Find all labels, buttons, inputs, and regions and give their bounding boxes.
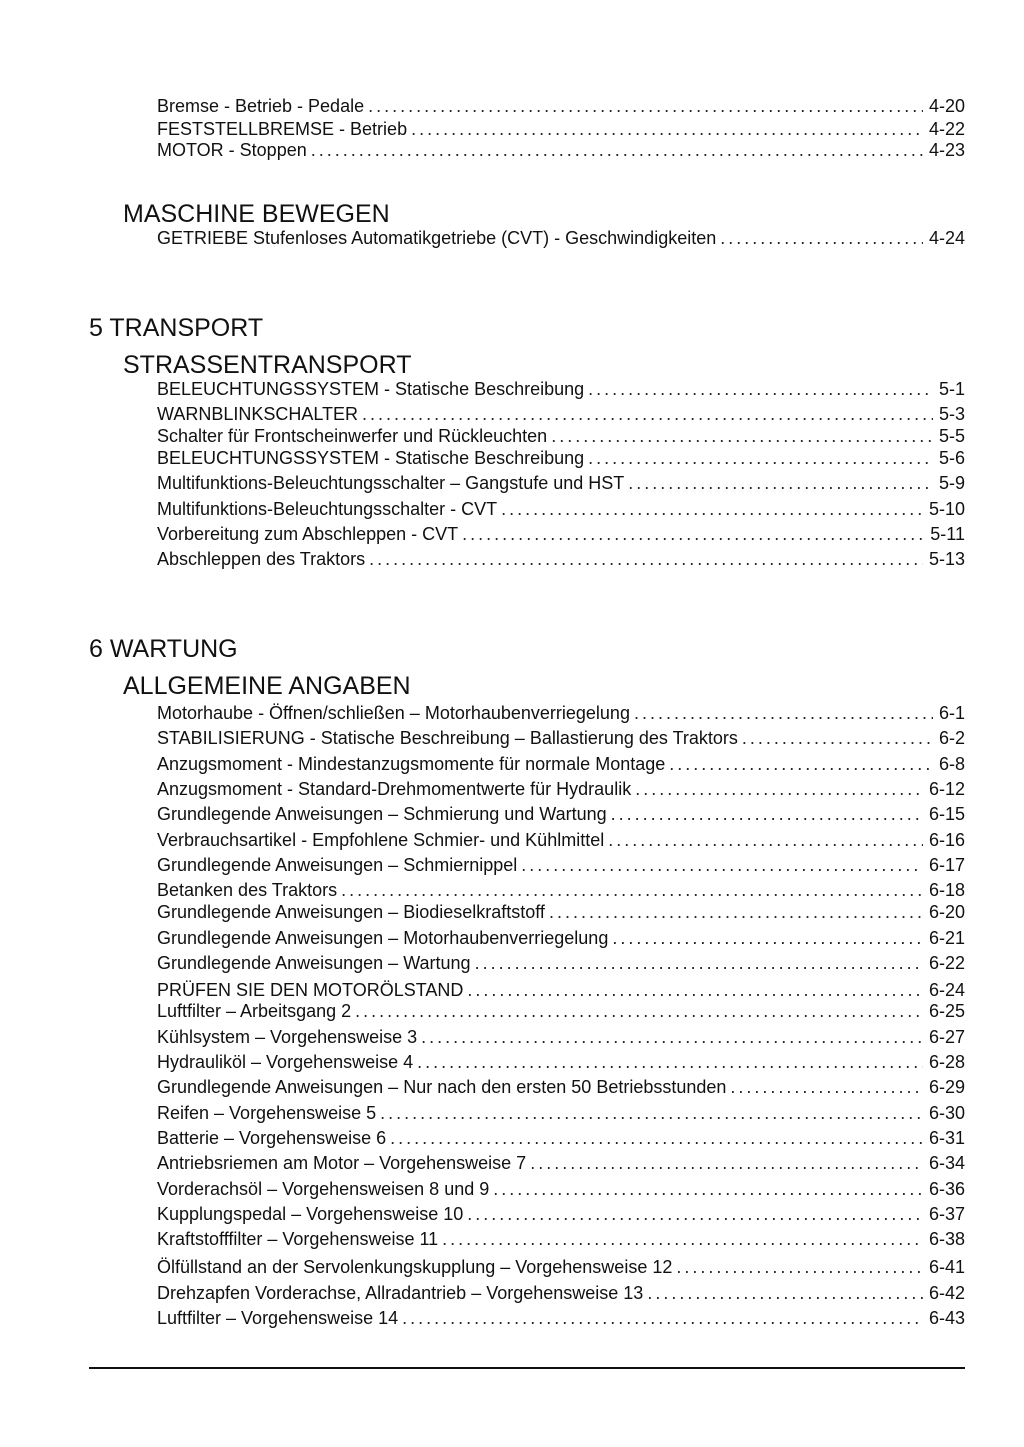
toc-entry[interactable] <box>157 952 965 974</box>
dot-leader <box>521 854 923 876</box>
toc-entry-page: 6-15 <box>928 804 965 824</box>
toc-entry[interactable] <box>157 854 965 876</box>
toc-entry-page: 6-18 <box>928 880 965 900</box>
toc-entry[interactable] <box>157 523 965 545</box>
dot-leader <box>411 118 923 140</box>
toc-entry-title: Grundlegende Anweisungen – Schmierung und Wartung <box>157 804 607 824</box>
toc-entry-title: Grundlegende Anweisungen – Motorhaubenverriegelung <box>157 928 609 948</box>
dot-leader <box>402 1307 923 1329</box>
dot-leader <box>608 829 923 851</box>
toc-entry-page: 6-25 <box>928 1001 965 1021</box>
toc-entry-page: 6-2 <box>938 728 965 748</box>
toc-entry-page: 6-27 <box>928 1027 965 1047</box>
toc-entry[interactable] <box>157 425 965 447</box>
toc-entry-title: Verbrauchsartikel - Empfohlene Schmier- und Kühlmittel <box>157 830 605 850</box>
toc-entry-page: 6-42 <box>928 1283 965 1303</box>
dot-leader <box>462 523 924 545</box>
toc-entry[interactable] <box>157 1256 965 1278</box>
chapter-heading: 6 WARTUNG <box>89 635 238 663</box>
toc-entry-page: 6-29 <box>928 1077 965 1097</box>
toc-entry-page: 6-36 <box>928 1179 965 1199</box>
toc-entry-page: 5-11 <box>930 524 965 544</box>
toc-entry-title: Vorderachsöl – Vorgehensweisen 8 und 9 <box>157 1179 490 1199</box>
toc-entry-title: Grundlegende Anweisungen – Schmiernippel <box>157 855 518 875</box>
toc-entry-title: Kühlsystem – Vorgehensweise 3 <box>157 1027 418 1047</box>
toc-entry-page: 6-38 <box>928 1229 965 1249</box>
dot-leader <box>467 1203 923 1225</box>
toc-entry[interactable] <box>157 548 965 570</box>
toc-entry[interactable] <box>157 753 965 775</box>
toc-entry-page: 4-23 <box>928 140 965 160</box>
dot-leader <box>390 1127 923 1149</box>
toc-entry-title: Drehzapfen Vorderachse, Allradantrieb – Vorgehensweise 13 <box>157 1283 644 1303</box>
toc-entry-page: 6-31 <box>928 1128 965 1148</box>
toc-entry-page: 6-22 <box>928 953 965 973</box>
toc-entry-page: 6-34 <box>928 1153 965 1173</box>
dot-leader <box>530 1152 923 1174</box>
toc-entry-title: Reifen – Vorgehensweise 5 <box>157 1103 377 1123</box>
toc-entry-page: 4-22 <box>928 119 965 139</box>
dot-leader <box>676 1256 923 1278</box>
toc-entry[interactable] <box>157 1203 965 1225</box>
section-heading: MASCHINE BEWEGEN <box>123 200 390 228</box>
dot-leader <box>467 979 923 1001</box>
toc-entry-page: 6-30 <box>928 1103 965 1123</box>
dot-leader <box>612 927 923 949</box>
toc-entry[interactable] <box>157 447 965 469</box>
toc-entry-title: Grundlegende Anweisungen – Biodieselkraftstoff <box>157 902 545 922</box>
toc-entry-page: 6-16 <box>928 830 965 850</box>
toc-entry-page: 5-5 <box>938 426 965 446</box>
toc-entry-title: Betanken des Traktors <box>157 880 338 900</box>
toc-entry[interactable] <box>157 1228 965 1250</box>
toc-entry[interactable] <box>157 498 965 520</box>
toc-entry[interactable] <box>157 95 965 117</box>
toc-entry-page: 5-3 <box>938 404 965 424</box>
toc-entry[interactable] <box>157 1026 965 1048</box>
toc-entry[interactable] <box>157 118 965 140</box>
toc-entry[interactable] <box>157 1076 965 1098</box>
toc-entry-title: Hydrauliköl – Vorgehensweise 4 <box>157 1052 414 1072</box>
toc-entry-title: Luftfilter – Vorgehensweise 14 <box>157 1308 399 1328</box>
dot-leader <box>720 227 923 249</box>
toc-entry-page: 5-6 <box>938 448 965 468</box>
toc-entry[interactable] <box>157 927 965 949</box>
toc-entry-page: 5-10 <box>928 499 965 519</box>
dot-leader <box>368 95 923 117</box>
toc-entry-title: BELEUCHTUNGSSYSTEM - Statische Beschreibung <box>157 379 585 399</box>
dot-leader <box>475 952 923 974</box>
toc-entry-title: FESTSTELLBREMSE - Betrieb <box>157 119 408 139</box>
section-heading: ALLGEMEINE ANGABEN <box>123 672 411 700</box>
toc-entry[interactable] <box>157 1102 965 1124</box>
dot-leader <box>549 901 923 923</box>
toc-entry[interactable] <box>157 879 965 901</box>
dot-leader <box>355 1000 923 1022</box>
toc-entry-page: 6-17 <box>928 855 965 875</box>
toc-entry[interactable] <box>157 139 965 161</box>
dot-leader <box>669 753 933 775</box>
toc-entry[interactable] <box>157 803 965 825</box>
toc-entry[interactable] <box>157 727 965 749</box>
dot-leader <box>588 447 933 469</box>
toc-entry-page: 6-43 <box>928 1308 965 1328</box>
toc-entry-title: Motorhaube - Öffnen/schließen – Motorhaubenverriegelung <box>157 703 630 723</box>
dot-leader <box>611 803 923 825</box>
toc-entry-page: 6-24 <box>928 980 965 1000</box>
toc-entry-title: Multifunktions-Beleuchtungsschalter - CVT <box>157 499 498 519</box>
toc-entry-title: PRÜFEN SIE DEN MOTORÖLSTAND <box>157 980 464 1000</box>
chapter-heading: 5 TRANSPORT <box>89 314 264 342</box>
dot-leader <box>551 425 933 447</box>
toc-entry-title: BELEUCHTUNGSSYSTEM - Statische Beschreibung <box>157 448 585 468</box>
toc-entry[interactable] <box>157 378 965 400</box>
toc-entry[interactable] <box>157 1000 965 1022</box>
toc-entry[interactable] <box>157 1307 965 1329</box>
toc-entry-page: 6-28 <box>928 1052 965 1072</box>
toc-entry-page: 6-41 <box>928 1257 965 1277</box>
dot-leader <box>421 1026 923 1048</box>
toc-entry[interactable] <box>157 829 965 851</box>
toc-entry-title: Abschleppen des Traktors <box>157 549 366 569</box>
dot-leader <box>634 702 933 724</box>
toc-entry-title: Kraftstofffilter – Vorgehensweise 11 <box>157 1229 439 1249</box>
dot-leader <box>493 1178 923 1200</box>
dot-leader <box>311 139 923 161</box>
toc-entry-page: 6-21 <box>928 928 965 948</box>
toc-entry-page: 6-8 <box>938 754 965 774</box>
dot-leader <box>635 778 923 800</box>
dot-leader <box>647 1282 923 1304</box>
footer-rule <box>89 1367 965 1369</box>
toc-entry[interactable] <box>157 979 965 1001</box>
toc-entry[interactable] <box>157 227 965 249</box>
toc-entry-title: Luftfilter – Arbeitsgang 2 <box>157 1001 352 1021</box>
toc-entry-title: Antriebsriemen am Motor – Vorgehensweise 7 <box>157 1153 527 1173</box>
toc-entry-page: 4-24 <box>928 228 965 248</box>
toc-entry[interactable] <box>157 403 965 425</box>
toc-entry-title: MOTOR - Stoppen <box>157 140 307 160</box>
toc-entry-title: Vorbereitung zum Abschleppen - CVT <box>157 524 459 544</box>
toc-entry-title: WARNBLINKSCHALTER <box>157 404 359 424</box>
toc-entry-title: Grundlegende Anweisungen – Nur nach den ersten 50 Betriebsstunden <box>157 1077 727 1097</box>
section-heading: STRASSENTRANSPORT <box>123 351 412 379</box>
dot-leader <box>417 1051 923 1073</box>
toc-entry[interactable] <box>157 702 965 724</box>
dot-leader <box>380 1102 923 1124</box>
toc-entry-title: Kupplungspedal – Vorgehensweise 10 <box>157 1204 464 1224</box>
toc-entry-page: 6-1 <box>938 703 965 723</box>
toc-entry[interactable] <box>157 1051 965 1073</box>
toc-entry[interactable] <box>157 1152 965 1174</box>
dot-leader <box>588 378 933 400</box>
dot-leader <box>442 1228 923 1250</box>
dot-leader <box>369 548 923 570</box>
toc-entry-title: Anzugsmoment - Standard-Drehmomentwerte für Hydraulik <box>157 779 632 799</box>
toc-entry-title: Bremse - Betrieb - Pedale <box>157 96 365 116</box>
toc-entry-title: GETRIEBE Stufenloses Automatikgetriebe (CVT) - Geschwindigkeiten <box>157 228 717 248</box>
toc-entry[interactable] <box>157 472 965 494</box>
toc-entry[interactable] <box>157 901 965 923</box>
dot-leader <box>742 727 933 749</box>
dot-leader <box>341 879 923 901</box>
toc-entry-title: Grundlegende Anweisungen – Wartung <box>157 953 471 973</box>
dot-leader <box>362 403 933 425</box>
toc-entry-page: 4-20 <box>928 96 965 116</box>
toc-entry[interactable] <box>157 1178 965 1200</box>
toc-entry[interactable] <box>157 1127 965 1149</box>
toc-entry-title: Schalter für Frontscheinwerfer und Rückleuchten <box>157 426 548 446</box>
toc-entry-page: 6-20 <box>928 902 965 922</box>
dot-leader <box>730 1076 923 1098</box>
toc-entry-title: Anzugsmoment - Mindestanzugsmomente für normale Montage <box>157 754 666 774</box>
toc-entry-title: Batterie – Vorgehensweise 6 <box>157 1128 387 1148</box>
toc-entry[interactable] <box>157 778 965 800</box>
toc-entry-page: 5-9 <box>938 473 965 493</box>
toc-entry-page: 5-1 <box>938 379 965 399</box>
toc-entry-page: 6-37 <box>928 1204 965 1224</box>
toc-entry-page: 5-13 <box>928 549 965 569</box>
dot-leader <box>628 472 933 494</box>
toc-entry-page: 6-12 <box>928 779 965 799</box>
dot-leader <box>501 498 923 520</box>
toc-entry-title: Ölfüllstand an der Servolenkungskupplung – Vorgehensweise 12 <box>157 1257 673 1277</box>
toc-entry-title: STABILISIERUNG - Statische Beschreibung – Ballastierung des Traktors <box>157 728 738 748</box>
toc-entry-title: Multifunktions-Beleuchtungsschalter – Gangstufe und HST <box>157 473 625 493</box>
toc-entry[interactable] <box>157 1282 965 1304</box>
